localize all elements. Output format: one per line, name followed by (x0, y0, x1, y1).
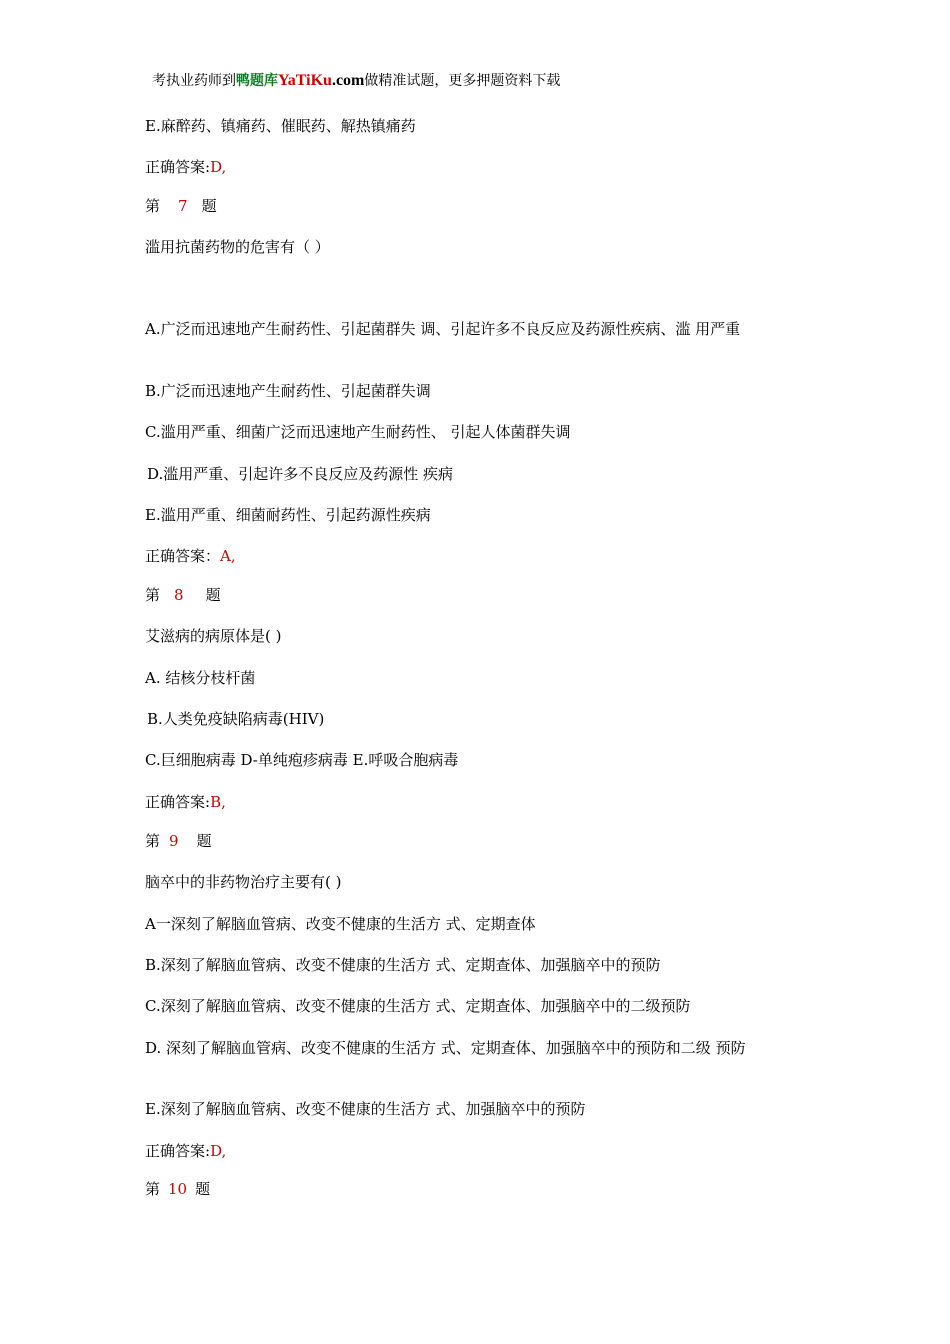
number-suffix: 题 (205, 586, 221, 604)
q8-option-cde: C.巨细胞病毒 D-单纯疱疹病毒 E.呼吸合胞病毒 (145, 751, 459, 769)
answer-value: B, (210, 793, 226, 811)
q7-stem: 滥用抗菌药物的危害有（ ） (145, 238, 330, 256)
question-number: 7 (178, 197, 188, 215)
brand-domain: .com (331, 72, 365, 89)
q9-option-b: B.深刻了解脑血管病、改变不健康的生活方 式、定期查体、加强脑卒中的预防 (145, 956, 661, 974)
question-number: 10 (168, 1180, 188, 1198)
number-prefix: 第 (145, 832, 161, 850)
question-number: 8 (174, 586, 184, 604)
q7-option-a: A.广泛而迅速地产生耐药性、引起菌群失 调、引起许多不良反应及药源性疾病、滥 用严重 (145, 320, 741, 338)
q8-option-b: B.人类免疫缺陷病毒(HIV) (147, 710, 325, 728)
answer-value: A, (220, 547, 236, 565)
q9-option-c: C.深刻了解脑血管病、改变不健康的生活方 式、定期查体、加强脑卒中的二级预防 (145, 997, 691, 1015)
q8-option-a: A. 结核分枝杆菌 (145, 669, 256, 687)
q7-number (145, 196, 810, 216)
q9-answer (145, 1141, 810, 1161)
q9-option-e: E.深刻了解脑血管病、改变不健康的生活方 式、加强脑卒中的预防 (145, 1100, 586, 1118)
q7-option-b: B.广泛而迅速地产生耐药性、引起菌群失调 (145, 382, 431, 400)
header-prefix: 考执业药师到 (152, 73, 236, 89)
q7-option-e: E.滥用严重、细菌耐药性、引起药源性疾病 (145, 506, 431, 524)
q9-stem: 脑卒中的非药物治疗主要有( ) (145, 873, 342, 891)
page-header (152, 71, 560, 91)
answer-label: 正确答案: (145, 1142, 211, 1160)
q7-answer (145, 546, 810, 566)
number-suffix: 题 (196, 832, 212, 850)
answer-label: 正确答案： (145, 547, 221, 565)
answer-label: 正确答案: (145, 158, 211, 176)
q7-option-c: C.滥用严重、细菌广泛而迅速地产生耐药性、 引起人体菌群失调 (145, 423, 571, 441)
q10-number (145, 1179, 810, 1199)
number-suffix: 题 (201, 197, 217, 215)
q8-stem: 艾滋病的病原体是( ) (145, 627, 282, 645)
q8-number (145, 585, 810, 605)
answer-value: D, (210, 1142, 227, 1160)
q7-option-d: D.滥用严重、引起许多不良反应及药源性 疾病 (147, 465, 454, 483)
brand-name-cn: 鸭题库 (236, 73, 278, 89)
q6-option-e: E.麻醉药、镇痛药、催眠药、解热镇痛药 (145, 117, 416, 135)
q9-number (145, 831, 810, 851)
header-suffix: 做精准试题，更多押题资料下载 (364, 73, 561, 89)
number-prefix: 第 (145, 1180, 161, 1198)
question-number: 9 (169, 832, 179, 850)
q9-option-d: D. 深刻了解脑血管病、改变不健康的生活方 式、定期查体、加强脑卒中的预防和二级 预防 (145, 1039, 746, 1057)
q6-answer (145, 157, 810, 177)
q9-option-a: A一深刻了解脑血管病、改变不健康的生活方 式、定期查体 (145, 915, 536, 933)
number-prefix: 第 (145, 586, 161, 604)
answer-label: 正确答案: (145, 793, 211, 811)
answer-value: D, (210, 158, 227, 176)
number-suffix: 题 (195, 1180, 211, 1198)
brand-name-en: YaTiKu (278, 72, 332, 89)
q8-answer (145, 792, 810, 812)
number-prefix: 第 (145, 197, 161, 215)
